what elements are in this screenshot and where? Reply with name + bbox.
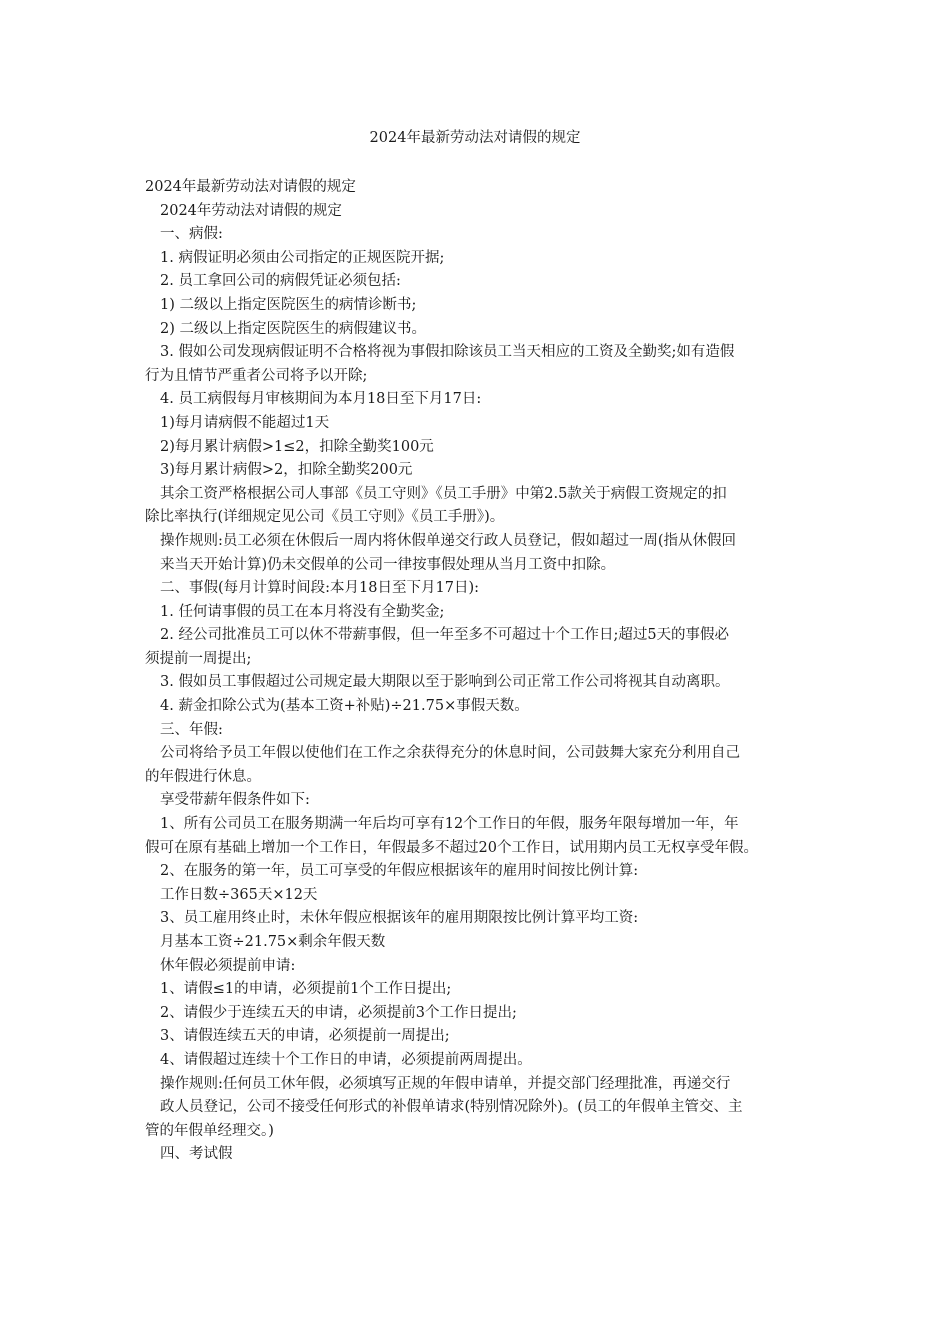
- document-line: 公司将给予员工年假以使他们在工作之余获得充分的休息时间，公司鼓舞大家充分利用自己: [160, 745, 740, 762]
- document-line: 1)每月请病假不能超过1天: [160, 414, 330, 431]
- document-line: 二、事假(每月计算时间段:本月18日至下月17日):: [160, 580, 479, 597]
- document-line: 2. 经公司批准员工可以休不带薪事假，但一年至多不可超过十个工作日;超过5天的事假必: [160, 627, 730, 644]
- document-line: 享受带薪年假条件如下:: [160, 792, 310, 809]
- document-line: 2) 二级以上指定医院医生的病假建议书。: [160, 320, 426, 337]
- document-line: 1. 任何请事假的员工在本月将没有全勤奖金;: [160, 603, 445, 620]
- document-line: 其余工资严格根据公司人事部《员工守则》《员工手册》中第2.5款关于病假工资规定的扣: [160, 485, 727, 502]
- document-line: 4、请假超过连续十个工作日的申请，必须提前两周提出。: [160, 1051, 532, 1068]
- document-line: 的年假进行休息。: [145, 768, 261, 785]
- document-line: 工作日数÷365天×12天: [160, 886, 318, 903]
- document-line: 3. 假如员工事假超过公司规定最大期限以至于影响到公司正常工作公司将视其自动离职。: [160, 674, 730, 691]
- document-line: 操作规则:员工必须在休假后一周内将休假单递交行政人员登记，假如超过一周(指从休假回: [160, 532, 737, 549]
- document-line: 1、所有公司员工在服务期满一年后均可享有12个工作日的年假，服务年限每增加一年，年: [160, 816, 739, 833]
- document-line: 来当天开始计算)仍未交假单的公司一律按事假处理从当月工资中扣除。: [160, 556, 616, 573]
- document-line: 假可在原有基础上增加一个工作日，年假最多不超过20个工作日，试用期内员工无权享受年假。: [145, 839, 758, 856]
- document-line: 三、年假:: [160, 721, 223, 738]
- document-line: 2、在服务的第一年，员工可享受的年假应根据该年的雇用时间按比例计算:: [160, 863, 639, 880]
- document-line: 2024年最新劳动法对请假的规定: [145, 179, 356, 195]
- document-line: 政人员登记，公司不接受任何形式的补假单请求(特别情况除外)。(员工的年假单主管交、主: [160, 1099, 743, 1116]
- document-line: 管的年假单经理交。): [145, 1122, 274, 1139]
- document-line: 四、考试假: [160, 1146, 233, 1163]
- document-line: 休年假必须提前申请:: [160, 957, 296, 974]
- document-line: 2. 员工拿回公司的病假凭证必须包括:: [160, 273, 401, 290]
- document-line: 2、请假少于连续五天的申请，必须提前3个工作日提出;: [160, 1004, 517, 1021]
- document-line: 操作规则:任何员工休年假，必须填写正规的年假申请单，并提交部门经理批准，再递交行: [160, 1075, 731, 1092]
- document-line: 除比率执行(详细规定见公司《员工守则》《员工手册》)。: [145, 509, 505, 526]
- document-line: 一、病假:: [160, 226, 223, 243]
- document-line: 2)每月累计病假>1≤2，扣除全勤奖100元: [160, 438, 434, 455]
- document-body: [145, 176, 815, 1167]
- document-line: 3、员工雇用终止时，未休年假应根据该年的雇用期限按比例计算平均工资:: [160, 910, 639, 927]
- document-line: 3)每月累计病假>2，扣除全勤奖200元: [160, 462, 413, 479]
- document-line: 3. 假如公司发现病假证明不合格将视为事假扣除该员工当天相应的工资及全勤奖;如有造假: [160, 344, 735, 361]
- document-line: 4. 员工病假每月审核期间为本月18日至下月17日:: [160, 391, 482, 408]
- document-line: 月基本工资÷21.75×剩余年假天数: [160, 934, 386, 950]
- document-line: 1. 病假证明必须由公司指定的正规医院开据;: [160, 249, 445, 266]
- document-line: 4. 薪金扣除公式为(基本工资+补贴)÷21.75×事假天数。: [160, 698, 529, 715]
- document-line: 3、请假连续五天的申请，必须提前一周提出;: [160, 1028, 450, 1045]
- document-line: 须提前一周提出;: [145, 650, 252, 667]
- document-line: 2024年劳动法对请假的规定: [160, 202, 342, 219]
- document-line: 1) 二级以上指定医院医生的病情诊断书;: [160, 296, 417, 313]
- document-title: 2024年最新劳动法对请假的规定: [369, 130, 581, 146]
- document-line: 1、请假≤1的申请，必须提前1个工作日提出;: [160, 981, 452, 998]
- document-line: 行为且情节严重者公司将予以开除;: [145, 367, 368, 384]
